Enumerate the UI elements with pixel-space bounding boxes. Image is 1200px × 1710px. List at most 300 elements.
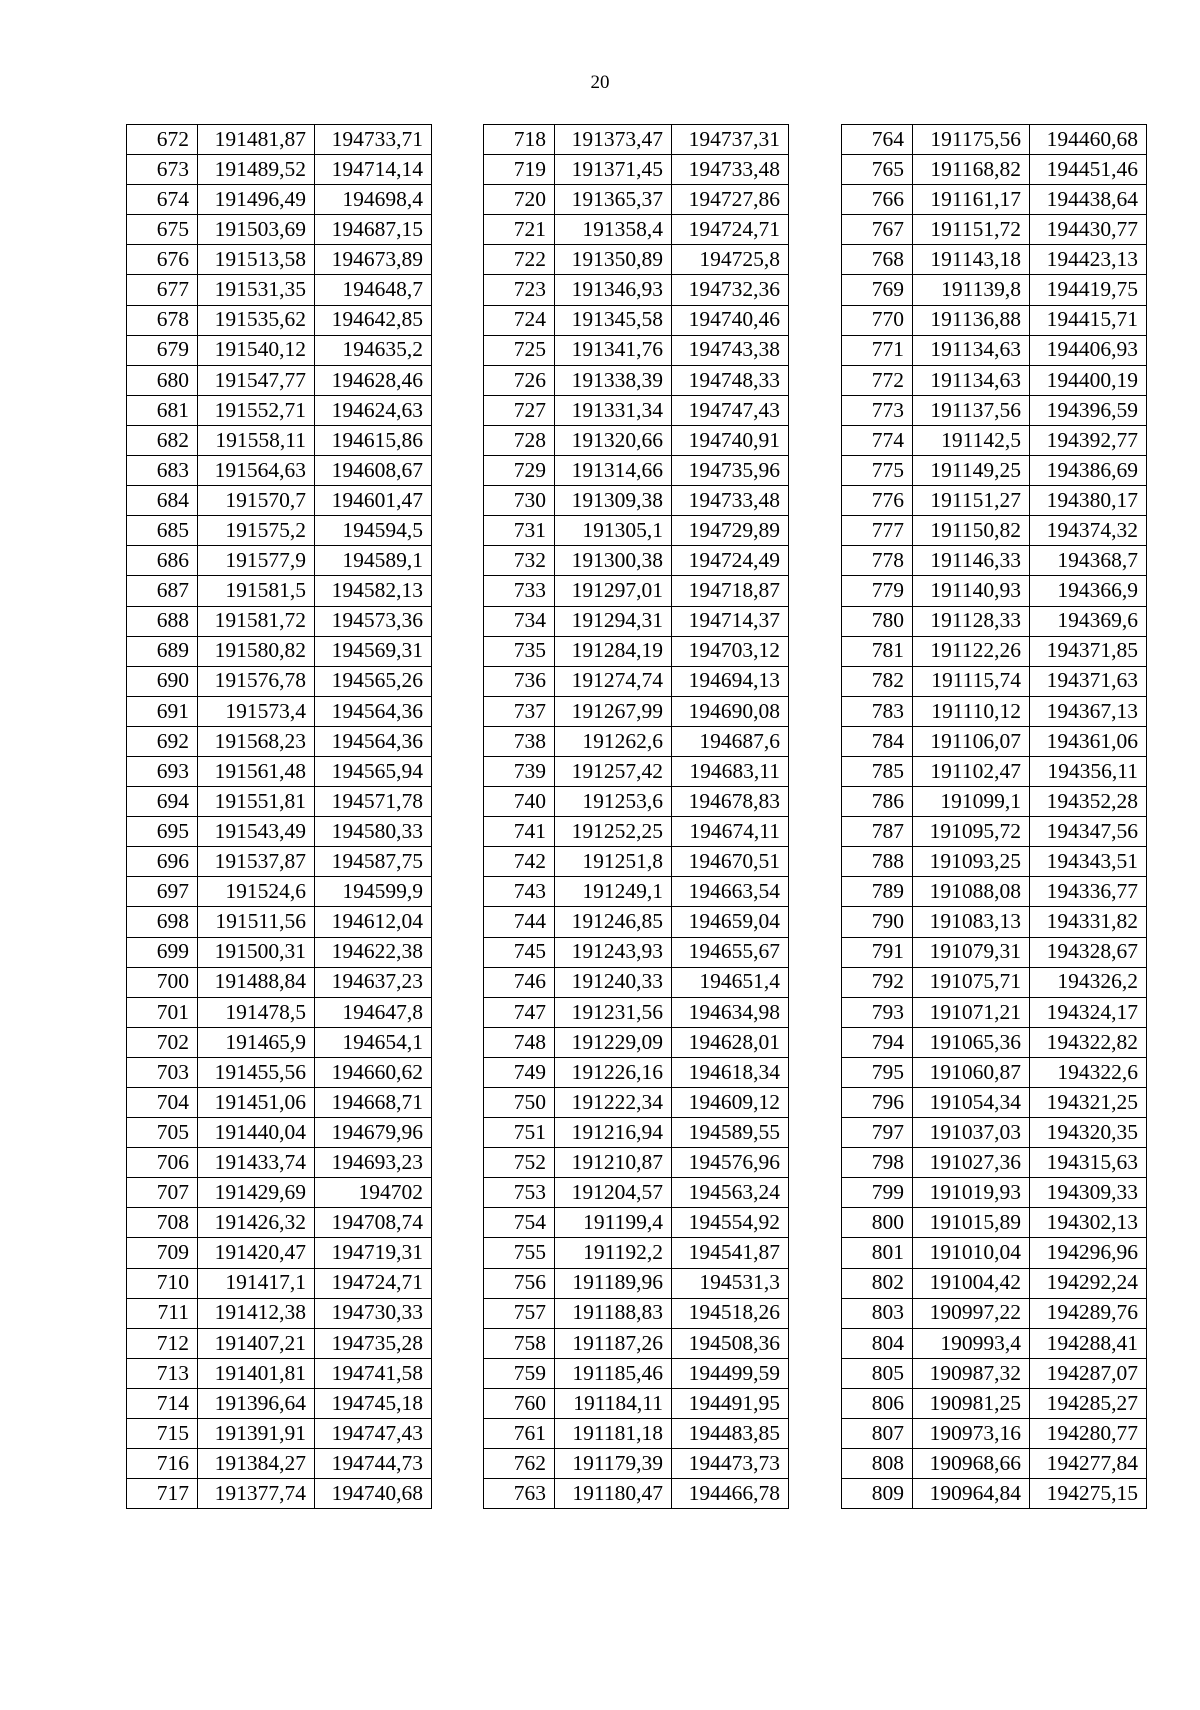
y-coordinate-cell: 194674,11 (672, 817, 789, 847)
table-row (484, 1208, 789, 1238)
point-number-cell: 749 (484, 1057, 555, 1087)
x-coordinate-cell: 191580,82 (198, 636, 315, 666)
y-coordinate-cell: 194730,33 (315, 1298, 432, 1328)
point-number-cell: 711 (127, 1298, 198, 1328)
point-number-cell: 802 (842, 1268, 913, 1298)
table-row (842, 576, 1147, 606)
y-coordinate-cell: 194322,6 (1030, 1057, 1147, 1087)
point-number-cell: 787 (842, 817, 913, 847)
point-number-cell: 790 (842, 907, 913, 937)
x-coordinate-cell: 191004,42 (913, 1268, 1030, 1298)
x-coordinate-cell: 191115,74 (913, 666, 1030, 696)
y-coordinate-cell: 194663,54 (672, 877, 789, 907)
x-coordinate-cell: 191341,76 (555, 335, 672, 365)
x-coordinate-cell: 191229,09 (555, 1027, 672, 1057)
point-number-cell: 726 (484, 365, 555, 395)
point-number-cell: 760 (484, 1388, 555, 1418)
y-coordinate-cell: 194724,71 (315, 1268, 432, 1298)
x-coordinate-cell: 191134,63 (913, 365, 1030, 395)
x-coordinate-cell: 191274,74 (555, 666, 672, 696)
x-coordinate-cell: 190973,16 (913, 1419, 1030, 1449)
y-coordinate-cell: 194419,75 (1030, 275, 1147, 305)
point-number-cell: 686 (127, 546, 198, 576)
table-row (484, 395, 789, 425)
point-number-cell: 677 (127, 275, 198, 305)
table-row (127, 1238, 432, 1268)
y-coordinate-cell: 194541,87 (672, 1238, 789, 1268)
table-row (484, 1268, 789, 1298)
table-row (484, 997, 789, 1027)
table-row (127, 756, 432, 786)
point-number-cell: 751 (484, 1118, 555, 1148)
point-number-cell: 768 (842, 245, 913, 275)
y-coordinate-cell: 194569,31 (315, 636, 432, 666)
x-coordinate-cell: 191110,12 (913, 696, 1030, 726)
x-coordinate-cell: 191065,36 (913, 1027, 1030, 1057)
table-row (484, 305, 789, 335)
x-coordinate-cell: 191210,87 (555, 1148, 672, 1178)
x-coordinate-cell: 191547,77 (198, 365, 315, 395)
table-row (842, 1027, 1147, 1057)
x-coordinate-cell: 191151,27 (913, 486, 1030, 516)
y-coordinate-cell: 194618,34 (672, 1057, 789, 1087)
y-coordinate-cell: 194347,56 (1030, 817, 1147, 847)
table-row (484, 1027, 789, 1057)
table-row (842, 516, 1147, 546)
point-number-cell: 775 (842, 456, 913, 486)
y-coordinate-cell: 194637,23 (315, 967, 432, 997)
y-coordinate-cell: 194473,73 (672, 1449, 789, 1479)
x-coordinate-cell: 191300,38 (555, 546, 672, 576)
point-number-cell: 731 (484, 516, 555, 546)
x-coordinate-cell: 191577,9 (198, 546, 315, 576)
table-row (842, 1118, 1147, 1148)
x-coordinate-cell: 191412,38 (198, 1298, 315, 1328)
x-coordinate-cell: 191257,42 (555, 756, 672, 786)
x-coordinate-cell: 191071,21 (913, 997, 1030, 1027)
y-coordinate-cell: 194741,58 (315, 1358, 432, 1388)
table-row (842, 486, 1147, 516)
x-coordinate-cell: 191179,39 (555, 1449, 672, 1479)
y-coordinate-cell: 194386,69 (1030, 456, 1147, 486)
y-coordinate-cell: 194322,82 (1030, 1027, 1147, 1057)
point-number-cell: 733 (484, 576, 555, 606)
x-coordinate-cell: 191478,5 (198, 997, 315, 1027)
x-coordinate-cell: 191551,81 (198, 787, 315, 817)
y-coordinate-cell: 194366,9 (1030, 576, 1147, 606)
x-coordinate-cell: 191488,84 (198, 967, 315, 997)
point-number-cell: 712 (127, 1328, 198, 1358)
x-coordinate-cell: 191180,47 (555, 1479, 672, 1509)
y-coordinate-cell: 194735,28 (315, 1328, 432, 1358)
y-coordinate-cell: 194580,33 (315, 817, 432, 847)
y-coordinate-cell: 194624,63 (315, 395, 432, 425)
point-number-cell: 719 (484, 155, 555, 185)
point-number-cell: 758 (484, 1328, 555, 1358)
y-coordinate-cell: 194292,24 (1030, 1268, 1147, 1298)
point-number-cell: 674 (127, 185, 198, 215)
table-row (842, 1268, 1147, 1298)
point-number-cell: 769 (842, 275, 913, 305)
y-coordinate-cell: 194732,36 (672, 275, 789, 305)
x-coordinate-cell: 191128,33 (913, 606, 1030, 636)
x-coordinate-cell: 191371,45 (555, 155, 672, 185)
table-row (842, 847, 1147, 877)
y-coordinate-cell: 194369,6 (1030, 606, 1147, 636)
point-number-cell: 687 (127, 576, 198, 606)
point-number-cell: 764 (842, 125, 913, 155)
y-coordinate-cell: 194296,96 (1030, 1238, 1147, 1268)
table-row (484, 1148, 789, 1178)
x-coordinate-cell: 191401,81 (198, 1358, 315, 1388)
point-number-cell: 708 (127, 1208, 198, 1238)
point-number-cell: 702 (127, 1027, 198, 1057)
table-row (127, 787, 432, 817)
x-coordinate-cell: 191552,71 (198, 395, 315, 425)
x-coordinate-cell: 191331,34 (555, 395, 672, 425)
table-row (484, 696, 789, 726)
point-number-cell: 675 (127, 215, 198, 245)
y-coordinate-cell: 194563,24 (672, 1178, 789, 1208)
x-coordinate-cell: 191015,89 (913, 1208, 1030, 1238)
point-number-cell: 698 (127, 907, 198, 937)
table-row (842, 365, 1147, 395)
y-coordinate-cell: 194622,38 (315, 937, 432, 967)
x-coordinate-cell: 191384,27 (198, 1449, 315, 1479)
y-coordinate-cell: 194396,59 (1030, 395, 1147, 425)
point-number-cell: 721 (484, 215, 555, 245)
y-coordinate-cell: 194589,55 (672, 1118, 789, 1148)
x-coordinate-cell: 191531,35 (198, 275, 315, 305)
table-row (484, 425, 789, 455)
y-coordinate-cell: 194275,15 (1030, 1479, 1147, 1509)
table-row (484, 666, 789, 696)
point-number-cell: 697 (127, 877, 198, 907)
table-row (127, 365, 432, 395)
table-row (127, 1208, 432, 1238)
table-row (484, 456, 789, 486)
x-coordinate-cell: 191540,12 (198, 335, 315, 365)
point-number-cell: 761 (484, 1419, 555, 1449)
x-coordinate-cell: 191500,31 (198, 937, 315, 967)
point-number-cell: 700 (127, 967, 198, 997)
table-row (842, 1388, 1147, 1418)
point-number-cell: 692 (127, 726, 198, 756)
table-row (842, 185, 1147, 215)
y-coordinate-cell: 194694,13 (672, 666, 789, 696)
table-row (127, 245, 432, 275)
y-coordinate-cell: 194737,31 (672, 125, 789, 155)
table-row (127, 1298, 432, 1328)
table-row (127, 1148, 432, 1178)
point-number-cell: 724 (484, 305, 555, 335)
point-number-cell: 748 (484, 1027, 555, 1057)
x-coordinate-cell: 191019,93 (913, 1178, 1030, 1208)
x-coordinate-cell: 191151,72 (913, 215, 1030, 245)
y-coordinate-cell: 194635,2 (315, 335, 432, 365)
x-coordinate-cell: 190981,25 (913, 1388, 1030, 1418)
y-coordinate-cell: 194392,77 (1030, 425, 1147, 455)
point-number-cell: 737 (484, 696, 555, 726)
table-row (484, 576, 789, 606)
y-coordinate-cell: 194740,46 (672, 305, 789, 335)
x-coordinate-cell: 191140,93 (913, 576, 1030, 606)
table-row (484, 847, 789, 877)
x-coordinate-cell: 191252,25 (555, 817, 672, 847)
table-row (127, 576, 432, 606)
point-number-cell: 688 (127, 606, 198, 636)
table-row (127, 516, 432, 546)
y-coordinate-cell: 194309,33 (1030, 1178, 1147, 1208)
table-row (484, 1328, 789, 1358)
point-number-cell: 717 (127, 1479, 198, 1509)
x-coordinate-cell: 191168,82 (913, 155, 1030, 185)
x-coordinate-cell: 191187,26 (555, 1328, 672, 1358)
x-coordinate-cell: 191558,11 (198, 425, 315, 455)
y-coordinate-cell: 194508,36 (672, 1328, 789, 1358)
y-coordinate-cell: 194729,89 (672, 516, 789, 546)
point-number-cell: 796 (842, 1088, 913, 1118)
table-row (127, 997, 432, 1027)
table-row (842, 425, 1147, 455)
point-number-cell: 703 (127, 1057, 198, 1087)
x-coordinate-cell: 191350,89 (555, 245, 672, 275)
y-coordinate-cell: 194628,01 (672, 1027, 789, 1057)
x-coordinate-cell: 191099,1 (913, 787, 1030, 817)
y-coordinate-cell: 194302,13 (1030, 1208, 1147, 1238)
x-coordinate-cell: 191188,83 (555, 1298, 672, 1328)
table-row (484, 185, 789, 215)
x-coordinate-cell: 191143,18 (913, 245, 1030, 275)
x-coordinate-cell: 191576,78 (198, 666, 315, 696)
y-coordinate-cell: 194374,32 (1030, 516, 1147, 546)
table-row (127, 1027, 432, 1057)
x-coordinate-cell: 191346,93 (555, 275, 672, 305)
point-number-cell: 793 (842, 997, 913, 1027)
point-number-cell: 705 (127, 1118, 198, 1148)
table-row (484, 125, 789, 155)
x-coordinate-cell: 191396,64 (198, 1388, 315, 1418)
table-row (842, 395, 1147, 425)
point-number-cell: 730 (484, 486, 555, 516)
table-row (842, 756, 1147, 786)
table-row (484, 365, 789, 395)
point-number-cell: 770 (842, 305, 913, 335)
y-coordinate-cell: 194747,43 (672, 395, 789, 425)
x-coordinate-cell: 191146,33 (913, 546, 1030, 576)
y-coordinate-cell: 194659,04 (672, 907, 789, 937)
y-coordinate-cell: 194324,17 (1030, 997, 1147, 1027)
table-row (127, 215, 432, 245)
x-coordinate-cell: 191407,21 (198, 1328, 315, 1358)
table-row (484, 1057, 789, 1087)
y-coordinate-cell: 194698,4 (315, 185, 432, 215)
point-number-cell: 741 (484, 817, 555, 847)
x-coordinate-cell: 191373,47 (555, 125, 672, 155)
x-coordinate-cell: 191320,66 (555, 425, 672, 455)
x-coordinate-cell: 191216,94 (555, 1118, 672, 1148)
table-row (484, 335, 789, 365)
y-coordinate-cell: 194368,7 (1030, 546, 1147, 576)
table-row (842, 967, 1147, 997)
x-coordinate-cell: 191185,46 (555, 1358, 672, 1388)
point-number-cell: 707 (127, 1178, 198, 1208)
point-number-cell: 701 (127, 997, 198, 1027)
x-coordinate-cell: 190968,66 (913, 1449, 1030, 1479)
table-row (484, 756, 789, 786)
x-coordinate-cell: 191570,7 (198, 486, 315, 516)
point-number-cell: 723 (484, 275, 555, 305)
point-number-cell: 801 (842, 1238, 913, 1268)
x-coordinate-cell: 191240,33 (555, 967, 672, 997)
x-coordinate-cell: 191314,66 (555, 456, 672, 486)
point-number-cell: 718 (484, 125, 555, 155)
x-coordinate-cell: 191575,2 (198, 516, 315, 546)
point-number-cell: 714 (127, 1388, 198, 1418)
x-coordinate-cell: 191564,63 (198, 456, 315, 486)
point-number-cell: 725 (484, 335, 555, 365)
y-coordinate-cell: 194673,89 (315, 245, 432, 275)
table-row (842, 787, 1147, 817)
y-coordinate-cell: 194565,94 (315, 756, 432, 786)
y-coordinate-cell: 194725,8 (672, 245, 789, 275)
x-coordinate-cell: 191433,74 (198, 1148, 315, 1178)
table-row (842, 245, 1147, 275)
point-number-cell: 732 (484, 546, 555, 576)
table-row (127, 1268, 432, 1298)
x-coordinate-cell: 191054,34 (913, 1088, 1030, 1118)
table-row (484, 1088, 789, 1118)
point-number-cell: 779 (842, 576, 913, 606)
table-row (842, 1358, 1147, 1388)
y-coordinate-cell: 194573,36 (315, 606, 432, 636)
y-coordinate-cell: 194745,18 (315, 1388, 432, 1418)
y-coordinate-cell: 194564,36 (315, 696, 432, 726)
y-coordinate-cell: 194531,3 (672, 1268, 789, 1298)
x-coordinate-cell: 191184,11 (555, 1388, 672, 1418)
x-coordinate-cell: 190993,4 (913, 1328, 1030, 1358)
x-coordinate-cell: 191222,34 (555, 1088, 672, 1118)
point-number-cell: 750 (484, 1088, 555, 1118)
y-coordinate-cell: 194727,86 (672, 185, 789, 215)
y-coordinate-cell: 194483,85 (672, 1419, 789, 1449)
point-number-cell: 715 (127, 1419, 198, 1449)
table-row (484, 606, 789, 636)
y-coordinate-cell: 194655,67 (672, 937, 789, 967)
table-row (127, 185, 432, 215)
point-number-cell: 709 (127, 1238, 198, 1268)
point-number-cell: 685 (127, 516, 198, 546)
point-number-cell: 679 (127, 335, 198, 365)
table-row (842, 275, 1147, 305)
x-coordinate-cell: 191231,56 (555, 997, 672, 1027)
x-coordinate-cell: 191581,72 (198, 606, 315, 636)
y-coordinate-cell: 194321,25 (1030, 1088, 1147, 1118)
point-number-cell: 778 (842, 546, 913, 576)
point-number-cell: 747 (484, 997, 555, 1027)
y-coordinate-cell: 194451,46 (1030, 155, 1147, 185)
table-row (484, 546, 789, 576)
table-row (484, 636, 789, 666)
table-row (484, 1298, 789, 1328)
x-coordinate-cell: 191581,5 (198, 576, 315, 606)
point-number-cell: 739 (484, 756, 555, 786)
y-coordinate-cell: 194740,91 (672, 425, 789, 455)
y-coordinate-cell: 194415,71 (1030, 305, 1147, 335)
table-row (842, 546, 1147, 576)
x-coordinate-cell: 191161,17 (913, 185, 1030, 215)
table-row (484, 817, 789, 847)
y-coordinate-cell: 194660,62 (315, 1057, 432, 1087)
point-number-cell: 789 (842, 877, 913, 907)
table-row (842, 696, 1147, 726)
table-row (127, 877, 432, 907)
y-coordinate-cell: 194743,38 (672, 335, 789, 365)
x-coordinate-cell: 191267,99 (555, 696, 672, 726)
y-coordinate-cell: 194288,41 (1030, 1328, 1147, 1358)
point-number-cell: 798 (842, 1148, 913, 1178)
point-number-cell: 785 (842, 756, 913, 786)
point-number-cell: 689 (127, 636, 198, 666)
x-coordinate-cell: 191358,4 (555, 215, 672, 245)
point-number-cell: 676 (127, 245, 198, 275)
table-row (127, 696, 432, 726)
x-coordinate-cell: 191496,49 (198, 185, 315, 215)
table-row (127, 1088, 432, 1118)
point-number-cell: 763 (484, 1479, 555, 1509)
table-row (127, 606, 432, 636)
x-coordinate-cell: 191537,87 (198, 847, 315, 877)
table-row (842, 1479, 1147, 1509)
point-number-cell: 691 (127, 696, 198, 726)
x-coordinate-cell: 191465,9 (198, 1027, 315, 1057)
table-row (127, 907, 432, 937)
table-row (127, 425, 432, 455)
point-number-cell: 792 (842, 967, 913, 997)
point-number-cell: 805 (842, 1358, 913, 1388)
y-coordinate-cell: 194287,07 (1030, 1358, 1147, 1388)
y-coordinate-cell: 194744,73 (315, 1449, 432, 1479)
y-coordinate-cell: 194576,96 (672, 1148, 789, 1178)
y-coordinate-cell: 194687,15 (315, 215, 432, 245)
x-coordinate-cell: 191451,06 (198, 1088, 315, 1118)
y-coordinate-cell: 194336,77 (1030, 877, 1147, 907)
table-row (484, 726, 789, 756)
y-coordinate-cell: 194648,7 (315, 275, 432, 305)
y-coordinate-cell: 194356,11 (1030, 756, 1147, 786)
table-row (842, 1419, 1147, 1449)
x-coordinate-cell: 191246,85 (555, 907, 672, 937)
y-coordinate-cell: 194609,12 (672, 1088, 789, 1118)
point-number-cell: 795 (842, 1057, 913, 1087)
y-coordinate-cell: 194740,68 (315, 1479, 432, 1509)
point-number-cell: 740 (484, 787, 555, 817)
point-number-cell: 680 (127, 365, 198, 395)
y-coordinate-cell: 194601,47 (315, 486, 432, 516)
y-coordinate-cell: 194678,83 (672, 787, 789, 817)
y-coordinate-cell: 194352,28 (1030, 787, 1147, 817)
y-coordinate-cell: 194668,71 (315, 1088, 432, 1118)
y-coordinate-cell: 194589,1 (315, 546, 432, 576)
table-row (127, 937, 432, 967)
point-number-cell: 728 (484, 425, 555, 455)
x-coordinate-cell: 191181,18 (555, 1419, 672, 1449)
x-coordinate-cell: 191253,6 (555, 787, 672, 817)
x-coordinate-cell: 191122,26 (913, 636, 1030, 666)
x-coordinate-cell: 191088,08 (913, 877, 1030, 907)
point-number-cell: 800 (842, 1208, 913, 1238)
x-coordinate-cell: 191305,1 (555, 516, 672, 546)
